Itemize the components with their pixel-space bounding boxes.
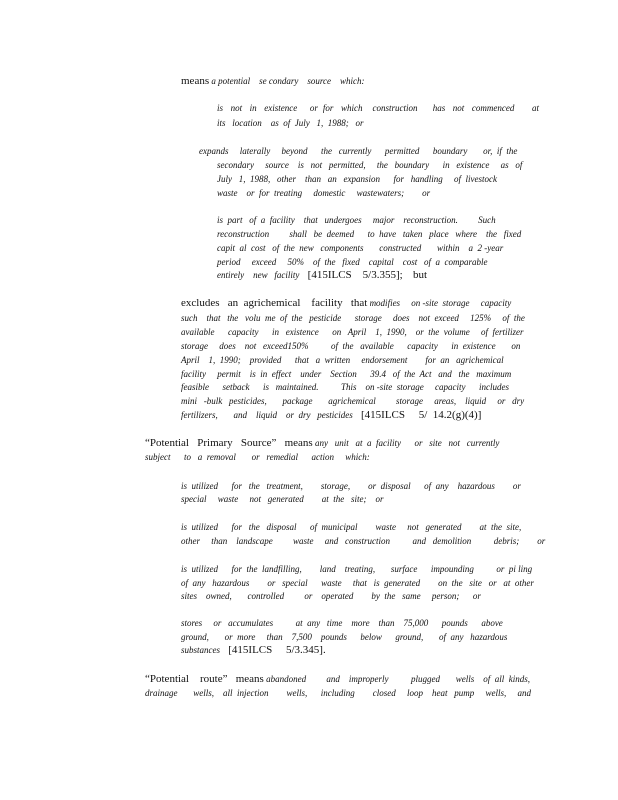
citation: [415ILCS 5/3.355]; [307, 269, 403, 281]
text-run: entirely new facility [217, 270, 300, 280]
text-line [181, 75, 396, 87]
defined-term: “Potential route” means [145, 673, 264, 685]
text-line [217, 228, 539, 240]
text-line [181, 617, 501, 629]
text-line [181, 521, 521, 533]
text-run: is not in existence or for which construction has not commenced at [217, 103, 539, 113]
text-run: is utilized for the disposal of municipal waste not generated at the site, [181, 522, 522, 532]
text-run: of any hazardous or special waste that is generated on the site or at other [181, 578, 534, 588]
text-line [181, 395, 525, 407]
text-run: excludes an agrichemical facility that [181, 297, 368, 309]
text-run: drainage wells, all injection wells, including closed loop heat pump wells, and [145, 688, 531, 698]
text-run: secondary source is not permitted, the boundary in existence as of [217, 160, 523, 170]
text-line [145, 451, 375, 463]
text-line [145, 687, 531, 699]
text-run: fertilizers, and liquid or dry pesticides [181, 410, 353, 420]
text-run: but [412, 269, 427, 281]
citation: [415ILCS 5/3.345]. [228, 644, 326, 656]
text-run: a potential se condary source which: [211, 76, 365, 86]
text-line [181, 381, 509, 393]
text-run: sites owned, controlled or operated by the same person; or [181, 591, 481, 601]
text-run: facility permit is in effect under Section 39.4 of the Act and the maximum [181, 369, 512, 379]
text-run: substances [181, 645, 220, 655]
text-line [181, 563, 531, 575]
text-line [181, 631, 508, 643]
text-line [181, 644, 361, 656]
text-line [217, 173, 517, 185]
text-line [217, 269, 457, 281]
text-line [217, 102, 539, 114]
text-line [181, 297, 521, 309]
text-run: storage does not exceed150% of the available capacity in existence on [181, 341, 521, 351]
text-run: means [181, 75, 210, 87]
text-line [181, 368, 521, 380]
text-run: mini -bulk pesticides, package agrichemical storage areas, liquid or dry [181, 396, 525, 406]
text-line [181, 535, 546, 547]
text-run: any unit at a facility or site not currently [314, 438, 500, 448]
text-run: waste or for treating domestic wastewaters; or [217, 188, 431, 198]
text-run: stores or accumulates at any time more than 75,000 pounds above [181, 618, 503, 628]
text-line [217, 187, 447, 199]
text-run: is utilized for the landfilling, land treating, surface impounding or pi ling [181, 564, 533, 574]
text-run: abandoned and improperly plugged wells of all kinds, [266, 674, 530, 684]
text-line [217, 159, 539, 171]
text-run: expands laterally beyond the currently permitted boundary or, if the [199, 146, 518, 156]
text-run: is part of a facility that undergoes major reconstruction. Such [217, 215, 496, 225]
text-run: ground, or more than 7,500 pounds below ground, of any hazardous [181, 632, 508, 642]
text-run: special waste not generated at the site; or [181, 494, 384, 504]
text-run: July 1, 1988, other than an expansion for handling of livestock [217, 174, 497, 184]
text-line [199, 145, 539, 157]
text-run: period exceed 50% of the fixed capital cost of a comparable [217, 257, 488, 267]
text-run: subject to a removal or remedial action which: [145, 452, 370, 462]
text-line [181, 493, 391, 505]
text-line [181, 354, 504, 366]
text-line [145, 673, 530, 685]
text-line [217, 214, 517, 226]
text-run: available capacity in existence on April 1, 1990, or the volume of fertilizer [181, 327, 524, 337]
text-line [181, 340, 521, 352]
text-line [217, 256, 497, 268]
text-line [181, 590, 481, 602]
text-line [217, 117, 387, 129]
text-run: feasible setback is maintained. This on -site storage capacity includes [181, 382, 509, 392]
text-run: is utilized for the treatment, storage, or disposal of any hazardous or [181, 481, 521, 491]
text-line [181, 577, 534, 589]
text-line [217, 242, 539, 254]
citation: [415ILCS 5/ 14.2(g)(4)] [361, 409, 482, 421]
text-line [181, 312, 536, 324]
text-line [181, 409, 501, 421]
text-line [181, 480, 521, 492]
text-line [181, 326, 536, 338]
text-run: April 1, 1990; provided that a written endorsement for an agrichemical [181, 355, 504, 365]
text-run: its location as of July 1, 1988; or [217, 118, 364, 128]
text-run: other than landscape waste and construction and demolition debris; or [181, 536, 546, 546]
defined-term: “Potential Primary Source” means [145, 437, 313, 449]
text-run: reconstruction shall be deemed to have taken place where the fixed [217, 229, 522, 239]
text-run: capit al cost of the new components constructed within a 2 -year [217, 243, 504, 253]
text-run: such that the volu me of the pesticide storage does not exceed 125% of the [181, 313, 525, 323]
text-line [145, 437, 505, 449]
text-run: modifies on -site storage capacity [369, 298, 512, 308]
